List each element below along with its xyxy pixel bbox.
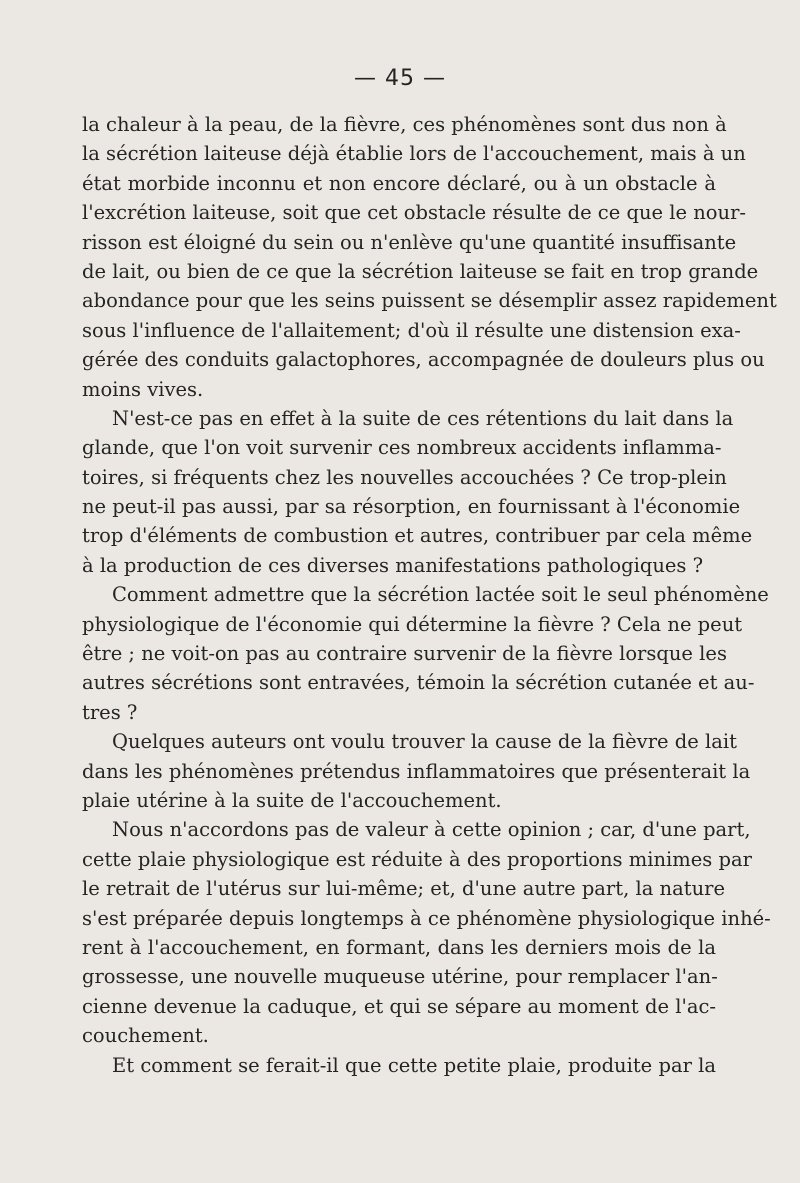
text-line: glande, que l'on voit survenir ces nombreux accidents inflamma-	[82, 436, 722, 460]
text-line: rent à l'accouchement, en formant, dans les derniers mois de la	[82, 935, 716, 959]
text-line: grossesse, une nouvelle muqueuse utérine, pour remplacer l'an-	[82, 965, 718, 989]
text-line: l'excrétion laiteuse, soit que cet obstacle résulte de ce que le nour-	[82, 201, 746, 225]
text-line: N'est-ce pas en effet à la suite de ces rétentions du lait dans la	[112, 406, 734, 430]
text-line: Nous n'accordons pas de valeur à cette opinion ; car, d'une part,	[112, 818, 751, 842]
text-line: cette plaie physiologique est réduite à des proportions minimes par	[82, 847, 752, 871]
text-line: sous l'influence de l'allaitement; d'où il résulte une distension exa-	[82, 318, 741, 342]
text-line: tres ?	[82, 700, 138, 724]
body-text	[82, 110, 777, 1080]
text-line: moins vives.	[82, 377, 204, 401]
page-number: — 45 —	[354, 66, 446, 91]
text-line: Comment admettre que la sécrétion lactée soit le seul phénomène	[112, 583, 769, 607]
text-line: état morbide inconnu et non encore déclaré, ou à un obstacle à	[82, 171, 716, 195]
text-line: risson est éloigné du sein ou n'enlève qu'une quantité insuffisante	[82, 230, 737, 254]
text-line: gérée des conduits galactophores, accompagnée de douleurs plus ou	[82, 348, 765, 372]
text-line: toires, si fréquents chez les nouvelles accouchées ? Ce trop-plein	[82, 465, 727, 489]
text-line: abondance pour que les seins puissent se désemplir assez rapidement	[82, 289, 777, 313]
text-line: plaie utérine à la suite de l'accouchement.	[82, 788, 502, 812]
text-line: autres sécrétions sont entravées, témoin la sécrétion cutanée et au-	[82, 671, 755, 695]
text-line: Quelques auteurs ont voulu trouver la cause de la fièvre de lait	[112, 730, 737, 754]
text-line: le retrait de l'utérus sur lui-même; et, d'une autre part, la nature	[82, 877, 725, 901]
text-line: la chaleur à la peau, de la fièvre, ces phénomènes sont dus non à	[82, 113, 727, 136]
text-line: dans les phénomènes prétendus inflammatoires que présenterait la	[82, 759, 751, 783]
text-line: la sécrétion laiteuse déjà établie lors de l'accouchement, mais à un	[82, 142, 746, 166]
text-line: à la production de ces diverses manifestations pathologiques ?	[82, 553, 704, 577]
text-line: s'est préparée depuis longtemps à ce phénomène physiologique inhé-	[82, 906, 771, 930]
text-line: trop d'éléments de combustion et autres, contribuer par cela même	[82, 524, 753, 548]
text-line: physiologique de l'économie qui détermine la fièvre ? Cela ne peut	[82, 612, 743, 636]
text-line: être ; ne voit-on pas au contraire survenir de la fièvre lorsque les	[82, 642, 727, 666]
text-line: Et comment se ferait-il que cette petite plaie, produite par la	[112, 1053, 716, 1077]
text-line: de lait, ou bien de ce que la sécrétion laiteuse se fait en trop grande	[82, 259, 759, 283]
text-line: ne peut-il pas aussi, par sa résorption, en fournissant à l'économie	[82, 495, 741, 519]
text-line: cienne devenue la caduque, et qui se sépare au moment de l'ac-	[82, 994, 716, 1018]
text-line: couchement.	[82, 1024, 209, 1048]
